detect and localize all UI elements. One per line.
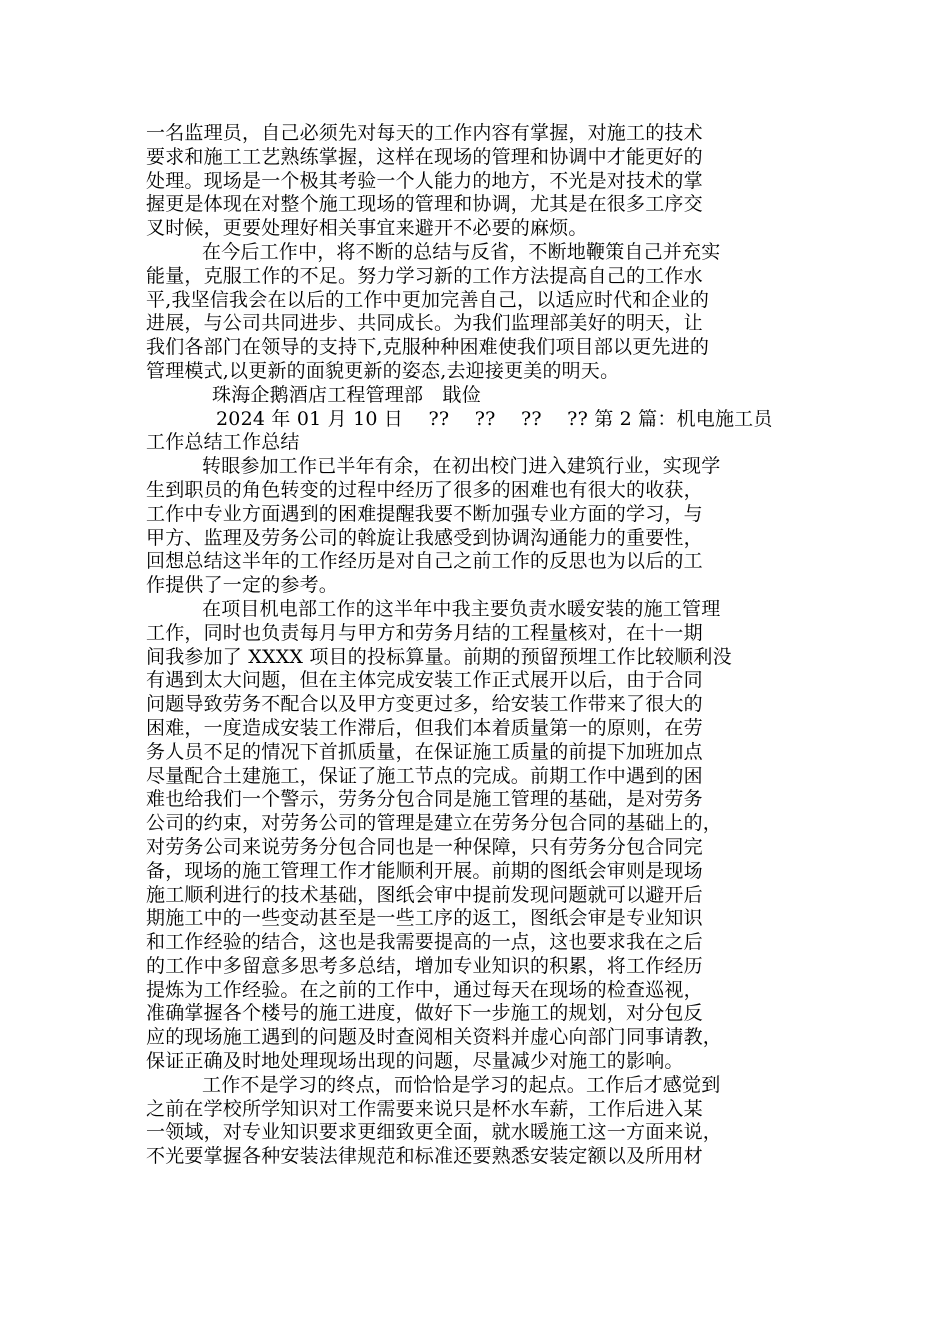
text-line: 平,我坚信我会在以后的工作中更加完善自己，以适应时代和企业的 — [146, 288, 710, 311]
text-line: 在项目机电部工作的这半年中我主要负责水暖安装的施工管理 — [202, 597, 721, 620]
text-line: 工作总结工作总结 — [146, 431, 300, 454]
text-line: 生到职员的角色转变的过程中经历了很多的困难也有很大的收获， — [146, 478, 703, 501]
text-line: 提炼为工作经验。在之前的工作中，通过每天在现场的检查巡视， — [146, 978, 703, 1001]
text-line: 转眼参加工作已半年有余，在初出校门进入建筑行业，实现学 — [202, 455, 721, 478]
text-line: 问题导致劳务不配合以及甲方变更过多，给安装工作带来了很大的 — [146, 693, 703, 716]
text-line: 不光要掌握各种安装法律规范和标准还要熟悉安装定额以及所用材 — [146, 1145, 703, 1168]
text-line: 工作不是学习的终点，而恰恰是学习的起点。工作后才感觉到 — [202, 1073, 721, 1096]
text-line: 甲方、监理及劳务公司的斡旋让我感受到协调沟通能力的重要性， — [146, 526, 703, 549]
text-line: 保证正确及时地处理现场出现的问题，尽量减少对施工的影响。 — [146, 1050, 684, 1073]
text-line: 握更是体现在对整个施工现场的管理和协调，尤其是在很多工序交 — [146, 193, 703, 216]
text-line: 尽量配合土建施工，保证了施工节点的完成。前期工作中遇到的困 — [146, 764, 703, 787]
document-page — [146, 122, 810, 1169]
text-line: 工作中专业方面遇到的困难提醒我要不断加强专业方面的学习，与 — [146, 502, 703, 525]
text-line: 能量，克服工作的不足。努力学习新的工作方法提高自己的工作水 — [146, 264, 703, 287]
text-line: 应的现场施工遇到的问题及时查阅相关资料并虚心向部门同事请教， — [146, 1026, 723, 1049]
text-line: 备，现场的施工管理工作才能顺利开展。前期的图纸会审则是现场 — [146, 859, 703, 882]
text-line: 一领域，对专业知识要求更细致更全面，就水暖施工这一方面来说， — [146, 1121, 723, 1144]
text-line: 对劳务公司来说劳务分包合同也是一种保障，只有劳务分包合同完 — [146, 835, 703, 858]
text-line: 准确掌握各个楼号的施工进度，做好下一步施工的规划，对分包反 — [146, 1002, 703, 1025]
text-line: 间我参加了 XXXX 项目的投标算量。前期的预留预埋工作比较顺利没 — [146, 645, 732, 668]
text-line: 管理模式,以更新的面貌更新的姿态,去迎接更美的明天。 — [146, 359, 620, 382]
text-line: 务人员不足的情况下首抓质量，在保证施工质量的前提下加班加点 — [146, 740, 703, 763]
text-line: 2024 年 01 月 10 日 ?? ?? ?? ?? 第 2 篇：机电施工员 — [216, 407, 773, 430]
text-line: 回想总结这半年的工作经历是对自己之前工作的反思也为以后的工 — [146, 550, 703, 573]
text-line: 难也给我们一个警示，劳务分包合同是施工管理的基础，是对劳务 — [146, 788, 703, 811]
text-line: 公司的约束，对劳务公司的管理是建立在劳务分包合同的基础上的， — [146, 812, 723, 835]
text-line: 进展，与公司共同进步、共同成长。为我们监理部美好的明天，让 — [146, 312, 703, 335]
text-line: 施工顺利进行的技术基础，图纸会审中提前发现问题就可以避开后 — [146, 883, 703, 906]
text-line: 我们各部门在领导的支持下,克服种种困难使我们项目部以更先进的 — [146, 336, 710, 359]
text-line: 和工作经验的结合，这也是我需要提高的一点，这也要求我在之后 — [146, 931, 703, 954]
text-line: 作提供了一定的参考。 — [146, 574, 339, 597]
text-line: 的工作中多留意多思考多总结，增加专业知识的积累，将工作经历 — [146, 954, 703, 977]
text-line: 工作，同时也负责每月与甲方和劳务月结的工程量核对，在十一期 — [146, 621, 703, 644]
text-line: 要求和施工工艺熟练掌握，这样在现场的管理和协调中才能更好的 — [146, 145, 703, 168]
text-line: 在今后工作中，将不断的总结与反省，不断地鞭策自己并充实 — [202, 240, 721, 263]
text-line: 叉时候，更要处理好相关事宜来避开不必要的麻烦。 — [146, 217, 588, 240]
text-line: 期施工中的一些变动甚至是一些工序的返工，图纸会审是专业知识 — [146, 907, 703, 930]
text-line: 困难，一度造成安装工作滞后，但我们本着质量第一的原则，在劳 — [146, 716, 703, 739]
text-line: 处理。现场是一个极其考验一个人能力的地方，不光是对技术的掌 — [146, 169, 703, 192]
text-line: 有遇到太大问题，但在主体完成安装工作正式展开以后，由于合同 — [146, 669, 703, 692]
text-line: 珠海企鹅酒店工程管理部 戢俭 — [212, 383, 481, 406]
text-line: 一名监理员，自己必须先对每天的工作内容有掌握，对施工的技术 — [146, 122, 703, 144]
text-line: 之前在学校所学知识对工作需要来说只是杯水车薪，工作后进入某 — [146, 1097, 703, 1120]
